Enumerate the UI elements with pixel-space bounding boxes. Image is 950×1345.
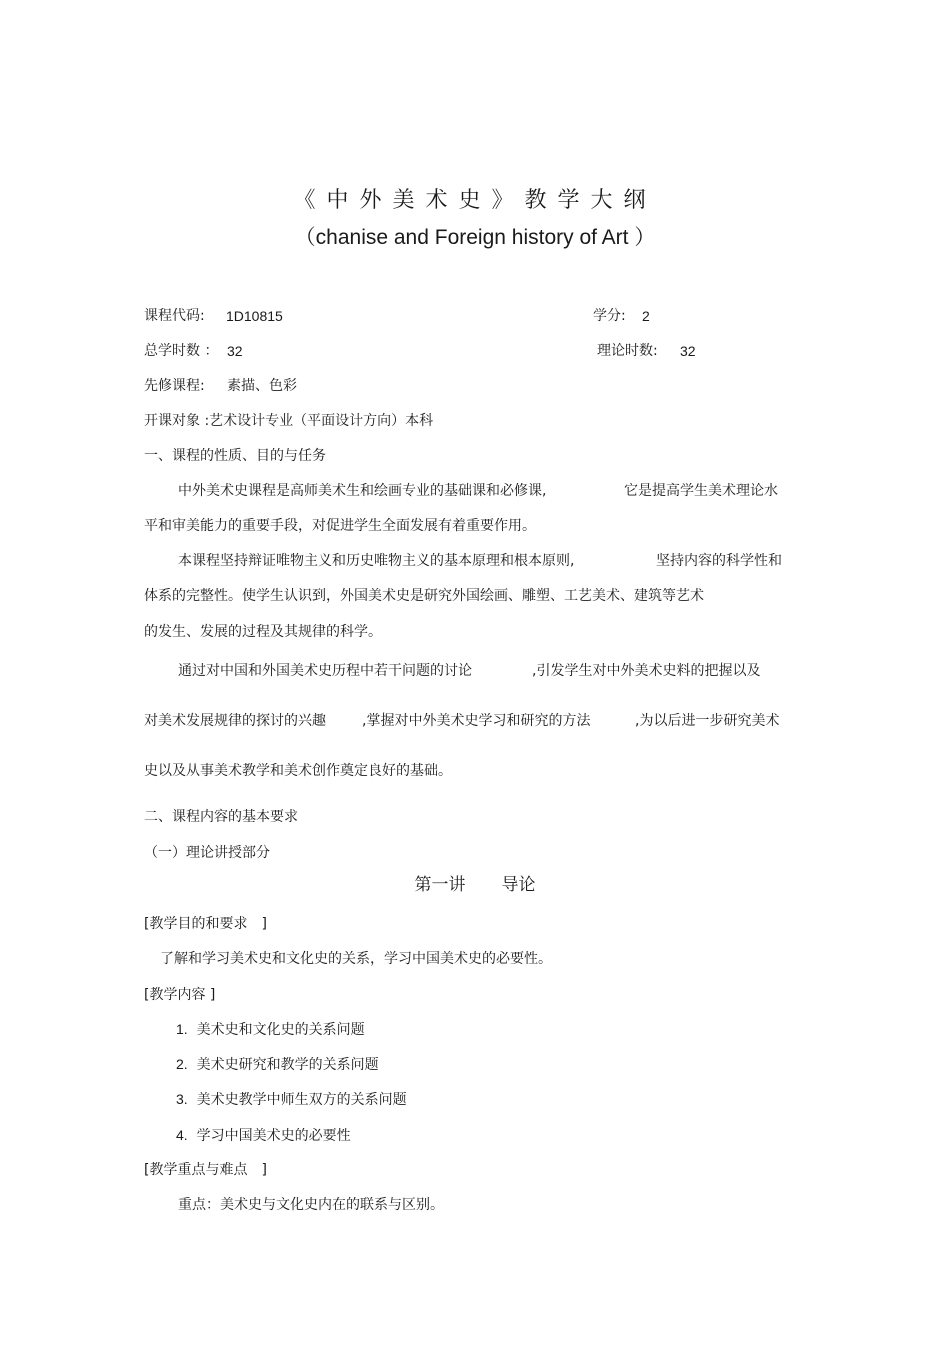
list-item-number: 3. bbox=[176, 1091, 188, 1107]
list-item-number: 4. bbox=[176, 1127, 188, 1143]
prereq-value: 素描、色彩 bbox=[227, 378, 297, 394]
section-heading-1: 一、课程的性质、目的与任务 bbox=[144, 448, 326, 464]
paragraph-2-line-1a: 本课程坚持辩证唯物主义和历史唯物主义的基本原理和根本原则, bbox=[178, 553, 575, 569]
subsection-heading: （一）理论讲授部分 bbox=[144, 845, 270, 861]
goal-heading: [教学目的和要求 ] bbox=[144, 916, 267, 932]
lecture-number: 第一讲 bbox=[414, 875, 466, 895]
course-code-label: 课程代码: bbox=[144, 308, 205, 324]
paragraph-3-line-2a: 对美术发展规律的探讨的兴趣 bbox=[144, 713, 326, 729]
credit-label: 学分: bbox=[593, 308, 626, 324]
document-title: 《中外美术史》教学大纲 bbox=[293, 188, 657, 213]
goal-text: 了解和学习美术史和文化史的关系，学习中国美术史的必要性。 bbox=[160, 951, 552, 967]
content-heading: [教学内容 ] bbox=[144, 987, 216, 1003]
list-item-number: 1. bbox=[176, 1021, 188, 1037]
list-item-text: 美术史和文化史的关系问题 bbox=[196, 1022, 365, 1038]
list-item bbox=[176, 1020, 365, 1039]
key-points-text: 重点：美术史与文化史内在的联系与区别。 bbox=[178, 1197, 444, 1213]
theory-hours-value: 32 bbox=[680, 343, 696, 359]
paragraph-1-line-2: 平和审美能力的重要手段，对促进学生全面发展有着重要作用。 bbox=[144, 518, 536, 534]
document-subtitle: （chanise and Foreign history of Art ） bbox=[294, 226, 656, 249]
course-code-value: 1D10815 bbox=[226, 308, 283, 324]
list-item-text: 美术史研究和教学的关系问题 bbox=[196, 1057, 379, 1073]
list-item-number: 2. bbox=[176, 1056, 188, 1072]
theory-hours-label: 理论时数: bbox=[597, 343, 658, 359]
total-hours-label: 总学时数 ： bbox=[144, 343, 219, 359]
list-item bbox=[176, 1090, 407, 1109]
list-item-text: 美术史教学中师生双方的关系问题 bbox=[196, 1092, 407, 1108]
lecture-name: 导论 bbox=[501, 875, 536, 895]
section-heading-2: 二、课程内容的基本要求 bbox=[144, 809, 298, 825]
paragraph-3-line-3: 史以及从事美术教学和美术创作奠定良好的基础。 bbox=[144, 763, 452, 779]
credit-value: 2 bbox=[642, 308, 650, 324]
paragraph-3-line-1a: 通过对中国和外国美术史历程中若干问题的讨论 bbox=[178, 663, 472, 679]
paragraph-2-line-1b: 坚持内容的科学性和 bbox=[656, 553, 782, 569]
audience-line: 开课对象 :艺术设计专业（平面设计方向）本科 bbox=[144, 413, 434, 429]
list-item bbox=[176, 1055, 379, 1074]
paragraph-1-line-1b: 它是提高学生美术理论水 bbox=[624, 483, 778, 499]
lecture-title bbox=[0, 876, 950, 894]
paragraph-3-line-2b: ,掌握对中外美术史学习和研究的方法 bbox=[362, 713, 591, 729]
paragraph-2-line-2: 体系的完整性。使学生认识到，外国美术史是研究外国绘画、雕塑、工艺美术、建筑等艺术 bbox=[144, 588, 704, 604]
paragraph-2-line-3: 的发生、发展的过程及其规律的科学。 bbox=[144, 624, 382, 640]
key-points-heading: [教学重点与难点 ] bbox=[144, 1162, 267, 1178]
list-item bbox=[176, 1126, 351, 1145]
total-hours-value: 32 bbox=[227, 343, 243, 359]
prereq-label: 先修课程: bbox=[144, 378, 205, 394]
list-item-text: 学习中国美术史的必要性 bbox=[196, 1128, 351, 1144]
paragraph-3-line-1b: ,引发学生对中外美术史料的把握以及 bbox=[532, 663, 761, 679]
paragraph-3-line-2c: ,为以后进一步研究美术 bbox=[635, 713, 780, 729]
paragraph-1-line-1a: 中外美术史课程是高师美术生和绘画专业的基础课和必修课, bbox=[178, 483, 547, 499]
